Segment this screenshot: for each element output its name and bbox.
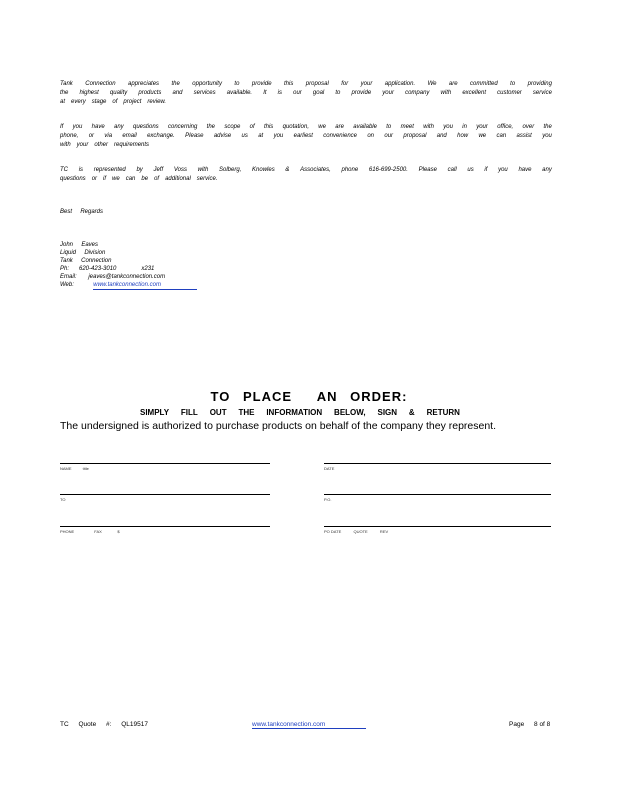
word: for bbox=[341, 81, 349, 87]
word: 616-699-2500. bbox=[368, 167, 408, 173]
paragraph-line bbox=[60, 175, 552, 183]
word: available bbox=[353, 124, 377, 130]
word: review. bbox=[147, 99, 167, 105]
word: is bbox=[277, 90, 283, 96]
name-field[interactable] bbox=[60, 463, 270, 464]
po-field-label: P.O. bbox=[324, 497, 332, 502]
word: meet bbox=[400, 124, 414, 130]
signature-web-link[interactable]: www.tankconnection.com bbox=[93, 281, 197, 290]
word: any bbox=[113, 124, 124, 130]
word: appreciates bbox=[128, 81, 160, 87]
word: you bbox=[443, 124, 453, 130]
word: proposal bbox=[305, 81, 329, 87]
word: on bbox=[367, 133, 375, 139]
footer-page-number bbox=[509, 721, 550, 728]
word: with bbox=[423, 124, 434, 130]
word: customer bbox=[497, 90, 522, 96]
word: to bbox=[234, 81, 240, 87]
word: advise bbox=[213, 133, 232, 139]
word: providing bbox=[527, 81, 552, 87]
word: Jeff bbox=[153, 167, 164, 173]
po-field[interactable] bbox=[324, 494, 551, 495]
paragraph-line bbox=[60, 166, 552, 174]
word: Tank bbox=[60, 81, 73, 87]
word: in bbox=[462, 124, 467, 130]
word: this bbox=[283, 81, 294, 87]
word: TC bbox=[60, 167, 68, 173]
word: represented bbox=[93, 167, 126, 173]
word: FILL bbox=[180, 408, 198, 417]
word: quality bbox=[109, 90, 128, 96]
word: RETURN bbox=[426, 408, 460, 417]
word: and bbox=[436, 133, 447, 139]
word: exchange. bbox=[147, 133, 175, 139]
word: phone, bbox=[60, 133, 79, 139]
phone-field-label: PHONE FAX $ bbox=[60, 529, 120, 534]
paragraph-line bbox=[60, 80, 552, 88]
word: we bbox=[478, 133, 487, 139]
word: earliest bbox=[293, 133, 313, 139]
word: SIGN bbox=[377, 408, 398, 417]
word: It bbox=[263, 90, 267, 96]
word: office, bbox=[497, 124, 514, 130]
footer-page-label: Page bbox=[509, 721, 525, 728]
to-field-label: TO bbox=[60, 497, 66, 502]
signature-division: Liquid Division bbox=[60, 250, 106, 256]
word: SIMPLY bbox=[140, 408, 170, 417]
word: provide bbox=[251, 81, 272, 87]
order-statement: The undersigned is authorized to purchase products on behalf of the company they represent. bbox=[60, 420, 497, 432]
word: you bbox=[498, 167, 508, 173]
word: & bbox=[408, 408, 415, 417]
word: services bbox=[193, 90, 216, 96]
word: project bbox=[123, 99, 142, 105]
word: questions bbox=[132, 124, 159, 130]
signature-block bbox=[60, 241, 197, 290]
word: the bbox=[171, 81, 180, 87]
word: to bbox=[510, 81, 516, 87]
word: are bbox=[335, 124, 344, 130]
word: opportunity bbox=[192, 81, 222, 87]
questions-paragraph bbox=[60, 123, 552, 149]
po-date-field-label: PO DATE QUOTE REV bbox=[324, 529, 389, 534]
word: application. bbox=[384, 81, 416, 87]
word: any bbox=[542, 167, 552, 173]
word: phone bbox=[341, 167, 359, 173]
signature-name: John Eaves bbox=[60, 242, 99, 248]
word: can bbox=[496, 133, 507, 139]
closing: Best Regards bbox=[60, 209, 104, 215]
word: service. bbox=[196, 176, 218, 182]
footer-quote-word: Quote bbox=[78, 721, 97, 728]
word: our bbox=[384, 133, 394, 139]
word: to bbox=[335, 90, 341, 96]
word: you bbox=[542, 133, 552, 139]
word: by bbox=[136, 167, 143, 173]
signature-email: Email: jeaves@tankconnection.com bbox=[60, 274, 166, 280]
word: if bbox=[103, 176, 107, 182]
word: can bbox=[125, 176, 136, 182]
word: how bbox=[457, 133, 469, 139]
word: THE bbox=[238, 408, 255, 417]
word: are bbox=[448, 81, 458, 87]
word: with bbox=[60, 142, 71, 148]
footer-quote-number: QL19517 bbox=[121, 721, 148, 728]
word: have bbox=[91, 124, 105, 130]
po-date-field[interactable] bbox=[324, 526, 551, 527]
word: questions bbox=[60, 176, 86, 182]
word: or bbox=[88, 133, 95, 139]
paragraph-line bbox=[60, 132, 552, 140]
word: service bbox=[532, 90, 552, 96]
word: quotation, bbox=[282, 124, 309, 130]
word: is bbox=[78, 167, 84, 173]
word: if bbox=[484, 167, 488, 173]
word: we bbox=[318, 124, 326, 130]
word: & bbox=[285, 167, 290, 173]
word: our bbox=[293, 90, 302, 96]
footer-page-current: 8 bbox=[534, 721, 538, 728]
word: of bbox=[112, 99, 118, 105]
signature-company: Tank Connection bbox=[60, 258, 112, 264]
signature-web-label: Web: bbox=[60, 282, 74, 288]
word: over bbox=[522, 124, 535, 130]
name-field-label: NAME title bbox=[60, 466, 89, 471]
footer-page-of: of bbox=[539, 721, 545, 728]
word: stage bbox=[91, 99, 107, 105]
word: provide bbox=[351, 90, 372, 96]
word: at bbox=[258, 133, 264, 139]
word: of bbox=[154, 176, 160, 182]
word: have bbox=[518, 167, 532, 173]
footer-page-total: 8 bbox=[546, 721, 551, 728]
word: goal bbox=[312, 90, 325, 96]
word: company bbox=[405, 90, 430, 96]
word: email bbox=[122, 133, 137, 139]
word: to bbox=[386, 124, 392, 130]
word: your bbox=[360, 81, 373, 87]
signature-phone: Ph: 620-423-3010 x231 bbox=[60, 266, 155, 272]
representative-paragraph bbox=[60, 166, 552, 184]
word: highest bbox=[79, 90, 99, 96]
paragraph-line bbox=[60, 98, 552, 106]
word: of bbox=[249, 124, 255, 130]
phone-field[interactable] bbox=[60, 526, 270, 527]
footer-quote-label: TC bbox=[60, 721, 69, 728]
word: your bbox=[382, 90, 394, 96]
date-field-label: DATE bbox=[324, 466, 335, 471]
word: OUT bbox=[209, 408, 227, 417]
paragraph-line bbox=[60, 141, 552, 149]
word: Voss bbox=[173, 167, 187, 173]
word: your bbox=[476, 124, 488, 130]
word: We bbox=[427, 81, 437, 87]
word: INFORMATION bbox=[266, 408, 323, 417]
word: the bbox=[206, 124, 215, 130]
word: Associates, bbox=[300, 167, 331, 173]
date-field[interactable] bbox=[324, 463, 551, 464]
to-field[interactable] bbox=[60, 494, 270, 495]
word: proposal bbox=[403, 133, 427, 139]
signature-web-row bbox=[60, 281, 197, 290]
word: additional bbox=[165, 176, 191, 182]
order-title: TO PLACE AN ORDER: bbox=[210, 389, 408, 404]
word: at bbox=[60, 99, 66, 105]
word: this bbox=[263, 124, 274, 130]
intro-paragraph bbox=[60, 80, 552, 106]
word: your bbox=[76, 142, 89, 148]
word: every bbox=[71, 99, 86, 105]
word: available. bbox=[226, 90, 253, 96]
word: Please bbox=[418, 167, 437, 173]
word: the bbox=[543, 124, 552, 130]
word: assist bbox=[516, 133, 532, 139]
word: Please bbox=[185, 133, 204, 139]
word: us bbox=[467, 167, 474, 173]
word: be bbox=[141, 176, 149, 182]
word: Knowles bbox=[252, 167, 275, 173]
word: concerning bbox=[167, 124, 198, 130]
word: or bbox=[91, 176, 98, 182]
word: Solberg, bbox=[219, 167, 242, 173]
word: with bbox=[197, 167, 209, 173]
word: via bbox=[104, 133, 113, 139]
word: you bbox=[273, 133, 284, 139]
word: Connection bbox=[85, 81, 116, 87]
footer-number-sign: #: bbox=[106, 721, 112, 728]
word: If bbox=[60, 124, 64, 130]
word: with bbox=[440, 90, 452, 96]
word: BELOW, bbox=[334, 408, 366, 417]
word: products bbox=[138, 90, 162, 96]
footer-website-link[interactable]: www.tankconnection.com bbox=[252, 721, 366, 729]
paragraph-line bbox=[60, 89, 552, 97]
word: we bbox=[112, 176, 120, 182]
word: requirements bbox=[114, 142, 150, 148]
word: other bbox=[94, 142, 109, 148]
word: call bbox=[447, 167, 457, 173]
word: and bbox=[172, 90, 183, 96]
word: convenience bbox=[323, 133, 357, 139]
word: committed bbox=[470, 81, 498, 87]
footer-quote bbox=[60, 721, 148, 728]
word: the bbox=[60, 90, 69, 96]
order-subtitle bbox=[140, 408, 460, 417]
word: scope bbox=[224, 124, 241, 130]
word: you bbox=[72, 124, 83, 130]
word: us bbox=[241, 133, 248, 139]
paragraph-line bbox=[60, 123, 552, 131]
word: excellent bbox=[462, 90, 486, 96]
